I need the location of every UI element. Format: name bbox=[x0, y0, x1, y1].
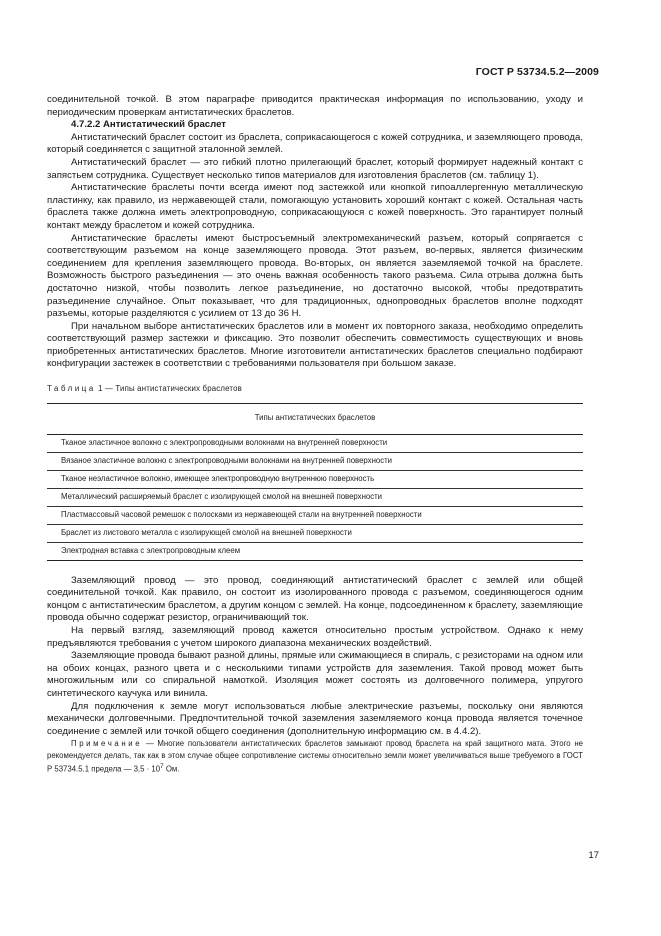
table-caption-label: Таблица bbox=[47, 384, 96, 394]
section-paragraph-4: Антистатические браслеты имеют быстросъемный электромеханический разъем, который сопрягается с соответствующим разъемом на конце заземляющего провода. Этот разъем, во-первых, является физическим соединением для крепления заземляющего провода. Во-вторых, он является заземляемой точкой на браслете. Возможность быстрого разъединения — это очень важная особенность такого разъема. Сила отрыва должна быть достаточно низкой, чтобы позволить легкое разъединение, но достаточно высокой, чтобы предотвратить разъединение случайное. Опыт показывает, что для традиционных, однопроводных браслетов вполне подходят разъемы, которые разделяются с усилием от 13 до 36 Н. bbox=[47, 232, 583, 320]
table-header-row bbox=[47, 403, 583, 434]
table-row bbox=[47, 470, 583, 488]
table-row bbox=[47, 506, 583, 524]
table-cell: Тканое неэластичное волокно, имеющее электропроводную внутреннюю поверхность bbox=[47, 470, 583, 488]
note-label: Примечание bbox=[71, 739, 143, 749]
intro-paragraph: соединительной точкой. В этом параграфе приводится практическая информация по использованию, уходу и периодическим проверкам антистатических браслетов. bbox=[47, 94, 583, 118]
note-exponent: 7 bbox=[160, 762, 164, 770]
bracelet-types-table bbox=[47, 403, 583, 561]
table-cell: Пластмассовый часовой ремешок с полосками из нержавеющей стали на внутренней поверхности bbox=[47, 506, 583, 524]
section-heading: 4.7.2.2 Антистатический браслет bbox=[71, 119, 226, 131]
after-paragraph-3: Заземляющие провода бывают разной длины, прямые или сжимающиеся в спираль, с резисторами на одном или на обоих концах, разного цвета и с несколькими типами устройств для заземления. Такой провод может быть многожильным или со спиральной намоткой. Изоляция может состоять из долговечного полимера, упругого синтетического каучука или винила. bbox=[47, 650, 583, 699]
table-cell: Вязаное эластичное волокно с электропроводными волокнами на внутренней поверхности bbox=[47, 452, 583, 470]
table-row bbox=[47, 452, 583, 470]
note-paragraph bbox=[47, 738, 583, 774]
table-cell: Металлический расширяемый браслет с изолирующей смолой на внешней поверхности bbox=[47, 488, 583, 506]
page-number: 17 bbox=[588, 850, 599, 861]
note-text-end: Ом. bbox=[163, 764, 180, 774]
table-cell: Тканое эластичное волокно с электропроводными волокнами на внутренней поверхности bbox=[47, 434, 583, 452]
table-row bbox=[47, 434, 583, 452]
after-paragraph-1: Заземляющий провод — это провод, соединяющий антистатический браслет с землей или общей соединительной точкой. Как правило, он состоит из изолированного провода с разъемом, соединяющегося одним концом с антистатическим браслетом, а другим концом с землей. На конце, подсоединенном к браслету, заземляющие провода обычно содержат резистор, ограничивающий ток. bbox=[47, 574, 583, 624]
section-paragraph-1: Антистатический браслет состоит из браслета, соприкасающегося с кожей сотрудника, и заземляющего провода, который соединяется с защитной эталонной землей. bbox=[47, 131, 583, 156]
page-content bbox=[47, 94, 583, 775]
table-row bbox=[47, 488, 583, 506]
table-caption-title: 1 — Типы антистатических браслетов bbox=[95, 384, 242, 394]
table-cell: Браслет из листового металла с изолирующей смолой на внешней поверхности bbox=[47, 524, 583, 542]
table-header-cell: Типы антистатических браслетов bbox=[47, 403, 583, 434]
table-row bbox=[47, 542, 583, 560]
section-paragraph-5: При начальном выборе антистатических браслетов или в момент их повторного заказа, необходимо определить соответствующий размер застежки и фиксацию. Это позволит обеспечить совместимость существующих и вновь приобретенных антистатических браслетов. Многие изготовители антистатических браслетов специально подбирают конфигурации застежек в соответствии с требованиями пользователя при большом заказе. bbox=[47, 320, 583, 370]
after-paragraph-4: Для подключения к земле могут использоваться любые электрические разъемы, поскольку они являются механически долговечными. Предпочтительной точкой заземления заземляемого конца провода является точечное соединение с землей или точкой общего соединения (дополнительную информацию см. в 4.4.2). bbox=[47, 700, 583, 737]
after-table-text bbox=[47, 575, 583, 739]
table-row bbox=[47, 524, 583, 542]
table-cell: Электродная вставка с электропроводным клеем bbox=[47, 542, 583, 560]
note-text: — Многие пользователи антистатических браслетов замыкают провод браслета на край защитного мата. Этого не рекомендуется делать, так как в этом случае общее сопротивление системы относительно земли может увеличиваться выше требуемого в ГОСТ Р 53734.5.1 предела — 3,5 · 10 bbox=[47, 739, 583, 774]
section-paragraph-3: Антистатические браслеты почти всегда имеют под застежкой или кнопкой гипоаллергенную металлическую пластинку, как правило, из нержавеющей стали, помогающую установить хороший контакт с кожей. Остальная часть браслета также должна иметь электропроводную, соприкасающуюся с кожей поверхность. Это гарантирует полный контакт между браслетом и кожей сотрудника. bbox=[47, 182, 583, 231]
after-paragraph-2: На первый взгляд, заземляющий провод кажется относительно простым устройством. Однако к нему предъявляются требования с учетом широкого диапазона механических воздействий. bbox=[47, 625, 583, 649]
document-code-header: ГОСТ Р 53734.5.2—2009 bbox=[475, 66, 599, 78]
table-caption bbox=[47, 383, 583, 396]
section-paragraph-2: Антистатический браслет — это гибкий плотно прилегающий браслет, который формирует надежный контакт с запястьем сотрудника. Существует несколько типов материалов для изготовления браслетов (см. таблицу 1). bbox=[47, 156, 583, 181]
